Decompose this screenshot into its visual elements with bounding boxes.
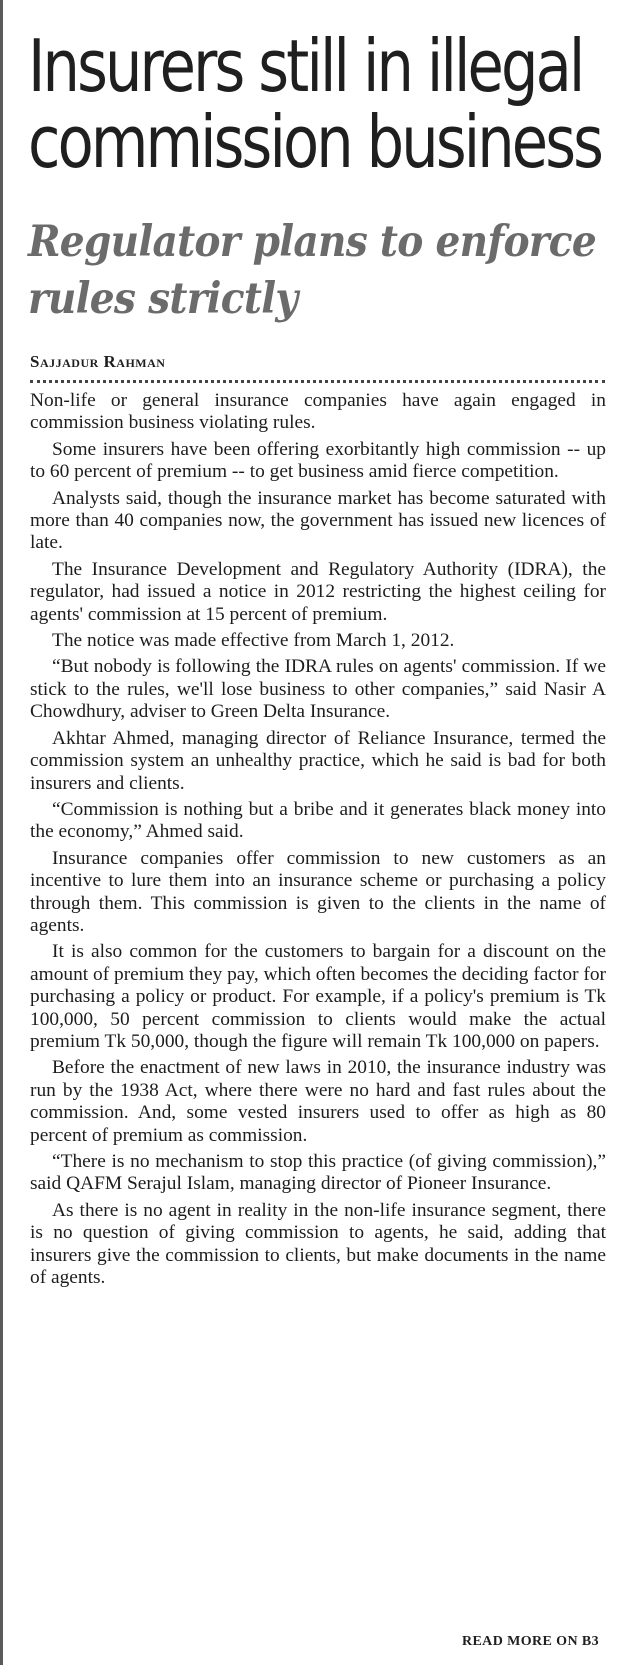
- paragraph: The Insurance Development and Regulatory Authority (IDRA), the regulator, had issued a notice in 2012 restricting the highest ceiling for agents' commission at 15 percent of premium.: [30, 558, 606, 625]
- paragraph: “There is no mechanism to stop this practice (of giving commission),” said QAFM Serajul Islam, managing director of Pioneer Insurance.: [30, 1151, 606, 1195]
- dotted-divider: [30, 380, 605, 383]
- read-more-link[interactable]: READ MORE ON B3: [461, 1634, 599, 1649]
- paragraph: Non-life or general insurance companies have again engaged in commission business violating rules.: [30, 390, 606, 434]
- paragraph: Insurance companies offer commission to new customers as an incentive to lure them into an insurance scheme or purchasing a policy through them. This commission is given to the clients in the name of agents.: [30, 847, 606, 936]
- paragraph: “But nobody is following the IDRA rules on agents' commission. If we stick to the rules, we'll lose business to other companies,” said Nasir A Chowdhury, adviser to Green Delta Insurance.: [30, 656, 606, 723]
- article-body: [30, 390, 606, 1293]
- paragraph: Analysts said, though the insurance market has become saturated with more than 40 companies now, the government has issued new licences of late.: [30, 487, 606, 554]
- paragraph: Before the enactment of new laws in 2010, the insurance industry was run by the 1938 Act, where there were no hard and fast rules about the commission. And, some vested insurers used to offer as high as 80 percent of premium as commission.: [30, 1057, 606, 1146]
- paragraph: It is also common for the customers to bargain for a discount on the amount of premium they pay, which often becomes the deciding factor for purchasing a policy or product. For example, if a policy's premium is Tk 100,000, 50 percent commission to clients would make the actual premium Tk 50,000, though the figure will remain Tk 100,000 on papers.: [30, 941, 606, 1052]
- paragraph: Akhtar Ahmed, managing director of Reliance Insurance, termed the commission system an unhealthy practice, which he said is bad for both insurers and clients.: [30, 727, 606, 794]
- byline: Sajjadur Rahman: [30, 352, 166, 371]
- paragraph: As there is no agent in reality in the non-life insurance segment, there is no question of giving commission to agents, he said, adding that insurers give the commission to clients, but make documents in the name of agents.: [30, 1199, 606, 1289]
- column-rule: [0, 0, 3, 1665]
- paragraph: The notice was made effective from March 1, 2012.: [52, 630, 455, 652]
- headline: Insurers still in illegal commission business: [28, 24, 602, 184]
- subheadline: Regulator plans to enforce rules strictly: [28, 217, 597, 324]
- paragraph: “Commission is nothing but a bribe and it generates black money into the economy,” Ahmed said.: [30, 798, 606, 843]
- paragraph: Some insurers have been offering exorbitantly high commission -- up to 60 percent of premium -- to get business amid fierce competition.: [30, 438, 606, 483]
